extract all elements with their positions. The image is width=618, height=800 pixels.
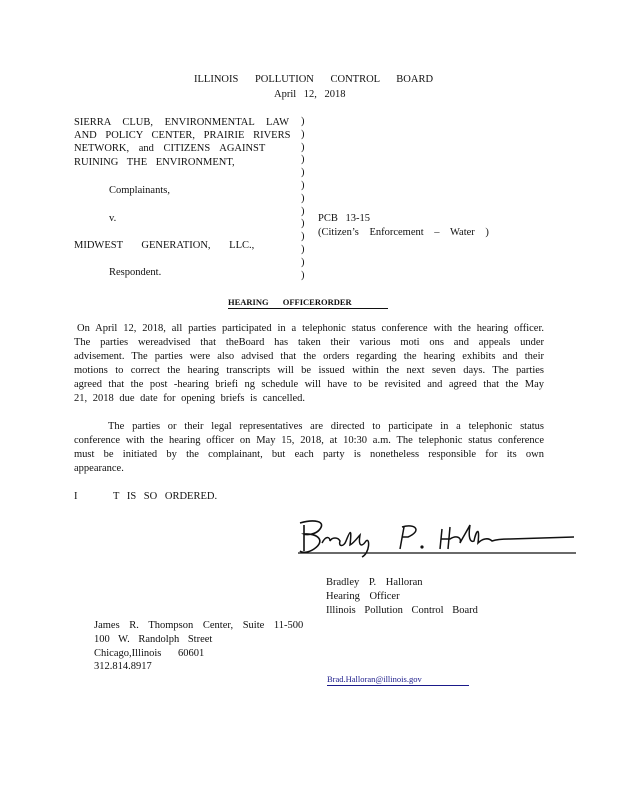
case-type: (Citizen’s Enforcement – Water ) xyxy=(318,227,489,238)
complainant-line-1: SIERRA CLUB, ENVIRONMENTAL LAW xyxy=(74,117,290,128)
order-date: April 12, 2018 xyxy=(274,89,346,100)
board-title: ILLINOIS POLLUTION CONTROL BOARD xyxy=(194,74,434,85)
address-line-3: Chicago,Illinois 60601 xyxy=(94,648,205,659)
order-title: HEARING OFFICERORDER xyxy=(228,297,388,309)
signer-agency: Illinois Pollution Control Board xyxy=(326,605,478,616)
complainant-line-3: NETWORK, and CITIZENS AGAINST xyxy=(74,143,266,154)
complainant-line-4: RUINING THE ENVIRONMENT, xyxy=(74,157,235,168)
address-line-2: 100 W. Randolph Street xyxy=(94,634,213,645)
paragraph-2: The parties or their legal representatives are directed to participate in a telephonic status conference with the hearing officer on May 15, 2018, at 10:30 a.m. The telephonic status conference must be initiated by the complainant, but each party is nonetheless responsible for its own appearance. xyxy=(74,421,544,474)
address-line-1: James R. Thompson Center, Suite 11-500 xyxy=(94,620,304,631)
case-number: PCB 13-15 xyxy=(318,213,370,224)
signature-image xyxy=(292,517,582,563)
closing-first-letter: I xyxy=(74,491,78,502)
complainants-label: Complainants, xyxy=(109,185,170,196)
complainant-line-2: AND POLICY CENTER, PRAIRIE RIVERS xyxy=(74,130,291,141)
address-phone: 312.814.8917 xyxy=(94,661,152,672)
versus-label: v. xyxy=(109,213,117,224)
closing-text: T IS SO ORDERED. xyxy=(113,491,218,502)
respondent-name: MIDWEST GENERATION, LLC., xyxy=(74,240,255,251)
signer-title: Hearing Officer xyxy=(326,591,400,602)
caption-paren-column: ) ) ) ) ) ) ) ) ) ) ) ) ) xyxy=(301,116,305,281)
email-link[interactable]: Brad.Halloran@illinois.gov xyxy=(327,674,469,686)
signer-name: Bradley P. Halloran xyxy=(326,577,423,588)
respondent-label: Respondent. xyxy=(109,267,162,278)
paragraph-1: On April 12, 2018, all parties participated in a telephonic status conference with the hearing officer. The parties wereadvised that theBoard has taken their various moti ons and appeals under advisement. The parties were also advised that the orders regarding the hearing exhibits and their motions to correct the hearing transcripts will be issued within the next seven days. The parties agreed that the post -hearing briefi ng schedule will have to be revisited and agreed that the May 21, 2018 due date for opening briefs is cancelled. xyxy=(74,323,544,404)
